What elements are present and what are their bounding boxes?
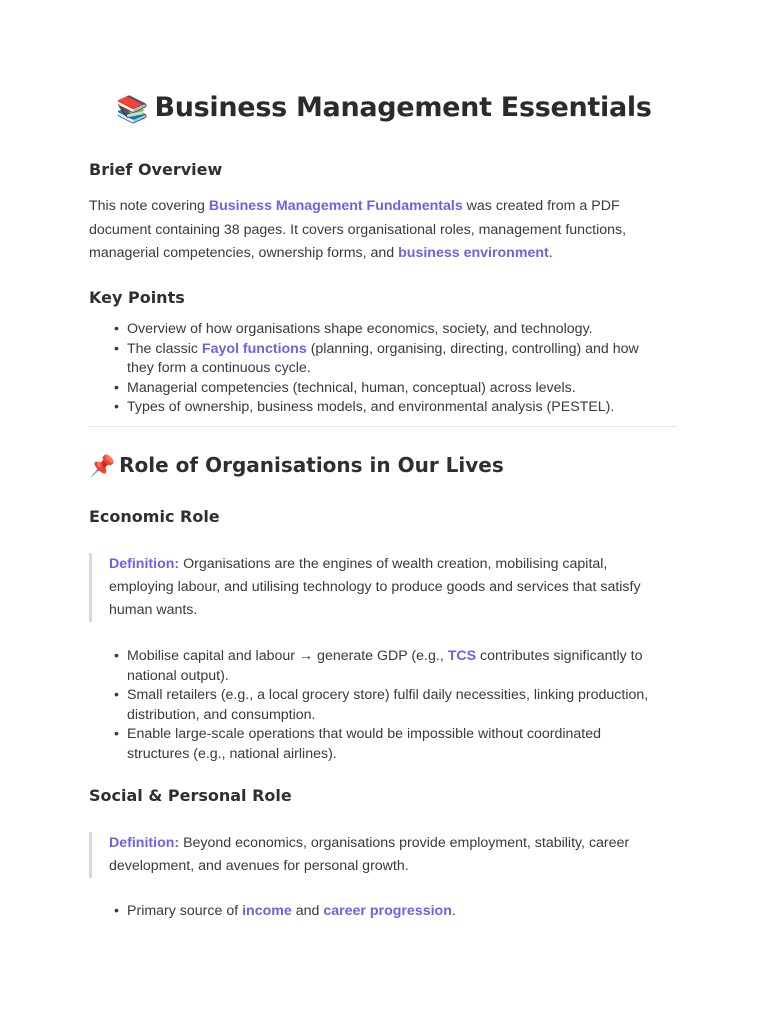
overview-text-1: This note covering — [89, 198, 209, 214]
definition-label: Definition: — [109, 835, 180, 851]
section-divider — [89, 426, 677, 427]
definition-text: Beyond economics, organisations provide employment, stability, career development, and avenues for personal growth. — [109, 835, 630, 874]
overview-text-3: . — [548, 245, 553, 261]
list-item — [89, 398, 649, 418]
page-title-text: Business Management Essentials — [154, 92, 652, 123]
business-management-fundamentals-link[interactable]: Business Management Fundamentals — [208, 198, 463, 214]
overview-paragraph — [89, 195, 669, 266]
key-points-list — [89, 320, 649, 418]
economic-point-1-post: contributes significantly to national output). — [127, 648, 643, 684]
definition-label: Definition: — [109, 556, 180, 572]
list-item — [89, 320, 649, 340]
social-point-1-pre: Primary source of — [127, 903, 243, 919]
list-item — [89, 902, 649, 922]
tcs-link[interactable]: TCS — [447, 648, 477, 664]
economic-definition-callout — [89, 553, 669, 622]
social-point-1-mid: and — [291, 903, 324, 919]
pushpin-icon: 📌 — [89, 454, 116, 478]
economic-point-2: Small retailers (e.g., a local grocery store) fulfil daily necessities, linking production, distribution, and consumption. — [127, 687, 649, 723]
list-item — [89, 725, 649, 764]
key-point-4: Types of ownership, business models, and environmental analysis (PESTEL). — [127, 399, 615, 415]
section-heading — [89, 453, 504, 479]
social-personal-role-heading: Social & Personal Role — [89, 786, 292, 805]
social-definition-callout — [89, 832, 669, 878]
economic-point-3: Enable large-scale operations that would be impossible without coordinated structures (e.g., national airlines). — [127, 726, 601, 762]
books-icon: 📚 — [116, 95, 149, 125]
key-points-heading: Key Points — [89, 288, 185, 307]
page-title — [89, 92, 679, 125]
social-role-list — [89, 902, 649, 922]
fayol-functions-link[interactable]: Fayol functions — [201, 340, 307, 357]
income-link[interactable]: income — [242, 903, 292, 919]
key-point-3: Managerial competencies (technical, human, conceptual) across levels. — [127, 379, 576, 396]
key-point-2-pre: The classic — [127, 340, 202, 357]
list-item — [89, 647, 649, 686]
list-item — [89, 686, 649, 725]
key-point-2-post: (planning, organising, directing, controlling) and how they form a continuous cycle. — [127, 340, 639, 376]
key-point-1: Overview of how organisations shape economics, society, and technology. — [127, 321, 593, 337]
social-point-1-post: . — [451, 903, 456, 919]
career-progression-link[interactable]: career progression — [323, 903, 452, 919]
definition-text: Organisations are the engines of wealth creation, mobilising capital, employing labour, and utilising technology to produce goods and services that satisfy human wants. — [109, 556, 641, 618]
section-heading-text: Role of Organisations in Our Lives — [119, 453, 504, 477]
overview-text-2: was created from a PDF document containing 38 pages. It covers organisational roles, management functions, managerial competencies, ownership forms, and — [89, 198, 627, 261]
list-item — [89, 379, 649, 399]
brief-overview-heading: Brief Overview — [89, 160, 223, 179]
business-environment-link[interactable]: business environment — [398, 245, 549, 261]
economic-role-list — [89, 647, 649, 764]
economic-role-heading: Economic Role — [89, 507, 220, 526]
list-item — [89, 340, 649, 379]
economic-point-1-pre: Mobilise capital and labour → generate GDP (e.g., — [127, 648, 448, 664]
